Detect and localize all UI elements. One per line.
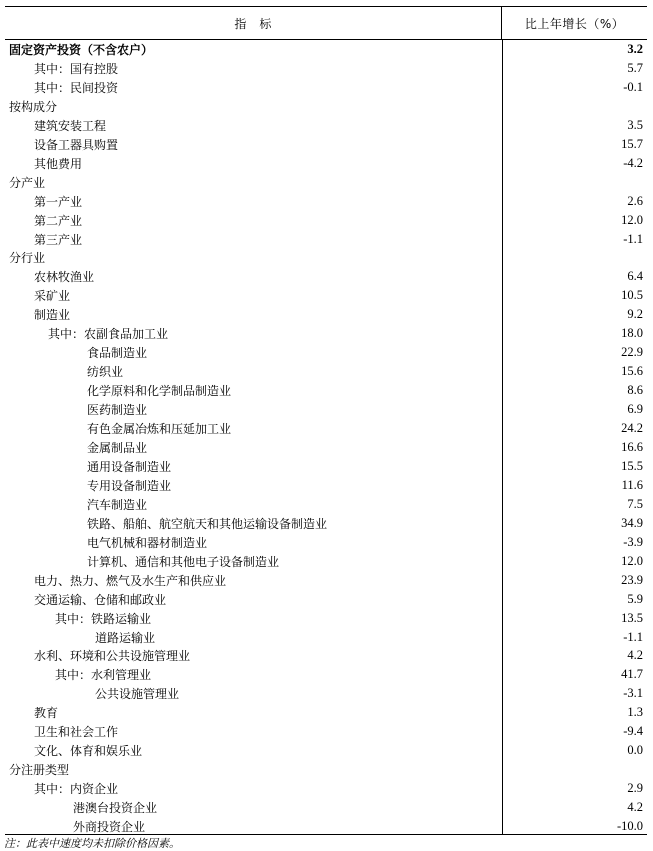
row-value: 24.2: [621, 421, 643, 436]
row-value: 12.0: [621, 212, 643, 227]
row-label: 交通运输、仓储和邮政业: [34, 592, 167, 607]
row-label: 文化、体育和娱乐业: [34, 744, 143, 759]
row-value: 15.5: [621, 458, 643, 473]
row-label: 第三产业: [34, 232, 83, 247]
table-row: [5, 684, 647, 703]
table-row: [5, 741, 647, 760]
row-value: -4.2: [623, 155, 643, 170]
row-label: 化学原料和化学制品制造业: [87, 384, 232, 399]
row-value: 16.6: [621, 439, 643, 454]
row-value: 3.5: [627, 117, 643, 132]
row-label: 通用设备制造业: [87, 459, 172, 474]
row-value: 15.7: [621, 136, 643, 151]
table-row: [5, 230, 647, 249]
table-row: [5, 343, 647, 362]
row-value: 4.2: [627, 648, 643, 663]
row-value: 13.5: [621, 610, 643, 625]
table-row: [5, 703, 647, 722]
row-value: 6.9: [627, 402, 643, 417]
row-value: -3.9: [623, 534, 643, 549]
row-value: 34.9: [621, 515, 643, 530]
row-label: 制造业: [34, 308, 71, 323]
row-label: 金属制品业: [87, 440, 148, 455]
table-row: [5, 476, 647, 495]
row-label: 其中：农副食品加工业: [48, 327, 169, 342]
row-value: 11.6: [621, 477, 643, 492]
table-row: [5, 552, 647, 571]
table-row: [5, 78, 647, 97]
row-label: 食品制造业: [87, 346, 148, 361]
row-value: 12.0: [621, 553, 643, 568]
row-label: 其中：铁路运输业: [55, 611, 152, 626]
row-value: -1.1: [623, 629, 643, 644]
row-value: -3.1: [623, 686, 643, 701]
table-row: [5, 722, 647, 741]
table-row: [5, 286, 647, 305]
row-value: 23.9: [621, 572, 643, 587]
row-label: 有色金属冶炼和压延加工业: [87, 422, 232, 437]
table-row: [5, 324, 647, 343]
row-value: 3.2: [627, 41, 643, 56]
row-value: 4.2: [627, 800, 643, 815]
row-label: 道路运输业: [95, 630, 156, 645]
table-row: [5, 590, 647, 609]
row-label: 分行业: [9, 251, 46, 266]
row-label: 医药制造业: [87, 403, 148, 418]
table-row: [5, 457, 647, 476]
table-row: [5, 514, 647, 533]
table-row: [5, 154, 647, 173]
table-row: [5, 173, 647, 192]
row-label: 铁路、船舶、航空航天和其他运输设备制造业: [87, 516, 328, 531]
row-label: 水利、环境和公共设施管理业: [34, 649, 191, 664]
row-value: 0.0: [627, 743, 643, 758]
row-value: 2.9: [627, 781, 643, 796]
table-row: [5, 438, 647, 457]
table-body: [5, 40, 647, 834]
row-label: 第一产业: [34, 194, 83, 209]
row-label: 设备工器具购置: [34, 137, 119, 152]
table-row: [5, 267, 647, 286]
table-row: [5, 419, 647, 438]
row-label: 固定资产投资（不含农户）: [9, 42, 154, 57]
table-row: [5, 362, 647, 381]
table-row: [5, 59, 647, 78]
row-value: 8.6: [627, 383, 643, 398]
row-value: 1.3: [627, 705, 643, 720]
row-label: 专用设备制造业: [87, 478, 172, 493]
row-value: 7.5: [627, 496, 643, 511]
row-value: -1.1: [623, 231, 643, 246]
table-row: [5, 381, 647, 400]
table-row: [5, 248, 647, 267]
row-label: 公共设施管理业: [95, 687, 180, 702]
row-label: 农林牧渔业: [34, 270, 95, 285]
row-value: 18.0: [621, 326, 643, 341]
row-label: 计算机、通信和其他电子设备制造业: [87, 554, 280, 569]
row-label: 采矿业: [34, 289, 71, 304]
table-row: [5, 647, 647, 666]
row-label: 分注册类型: [9, 763, 70, 778]
table-row: [5, 779, 647, 798]
table-row: [5, 760, 647, 779]
row-value: 15.6: [621, 364, 643, 379]
table-row: [5, 40, 647, 59]
row-value: 2.6: [627, 193, 643, 208]
row-label: 电力、热力、燃气及水生产和供应业: [34, 573, 227, 588]
row-value: 22.9: [621, 345, 643, 360]
table-row: [5, 628, 647, 647]
row-label: 卫生和社会工作: [34, 725, 119, 740]
table-row: [5, 116, 647, 135]
table-row: [5, 609, 647, 628]
header-growth: 比上年增长（%）: [524, 16, 625, 31]
row-label: 建筑安装工程: [34, 118, 107, 133]
row-value: -9.4: [623, 724, 643, 739]
row-label: 外商投资企业: [73, 820, 146, 835]
row-label: 按构成分: [9, 99, 58, 114]
row-value: 41.7: [621, 667, 643, 682]
table-row: [5, 533, 647, 552]
investment-growth-table: [5, 6, 647, 834]
row-value: 10.5: [621, 288, 643, 303]
table-row: [5, 305, 647, 324]
row-value: 5.9: [627, 591, 643, 606]
row-value: -10.0: [616, 819, 643, 834]
table-row: [5, 400, 647, 419]
table-row: [5, 495, 647, 514]
table-row: [5, 97, 647, 116]
table-row: [5, 135, 647, 154]
header-indicator: 指 标: [5, 7, 502, 39]
table-footnote: 注：此表中速度均未扣除价格因素。: [4, 837, 180, 850]
row-label: 纺织业: [87, 365, 124, 380]
row-value: 5.7: [627, 60, 643, 75]
row-label: 电气机械和器材制造业: [87, 535, 208, 550]
table-row: [5, 665, 647, 684]
table-row: [5, 798, 647, 817]
row-label: 第二产业: [34, 213, 83, 228]
row-label: 其中：内资企业: [34, 782, 119, 797]
row-value: 9.2: [627, 307, 643, 322]
row-label: 其中：民间投资: [34, 80, 119, 95]
row-value: 6.4: [627, 269, 643, 284]
table-row: [5, 571, 647, 590]
row-label: 教育: [34, 706, 59, 721]
row-label: 分产业: [9, 175, 46, 190]
row-label: 其中：水利管理业: [55, 668, 152, 683]
row-label: 港澳台投资企业: [73, 801, 158, 816]
row-label: 其他费用: [34, 156, 83, 171]
table-row: [5, 192, 647, 211]
table-header: [5, 6, 647, 40]
table-row: [5, 211, 647, 230]
row-value: -0.1: [623, 79, 643, 94]
row-label: 汽车制造业: [87, 497, 148, 512]
row-label: 其中：国有控股: [34, 61, 119, 76]
